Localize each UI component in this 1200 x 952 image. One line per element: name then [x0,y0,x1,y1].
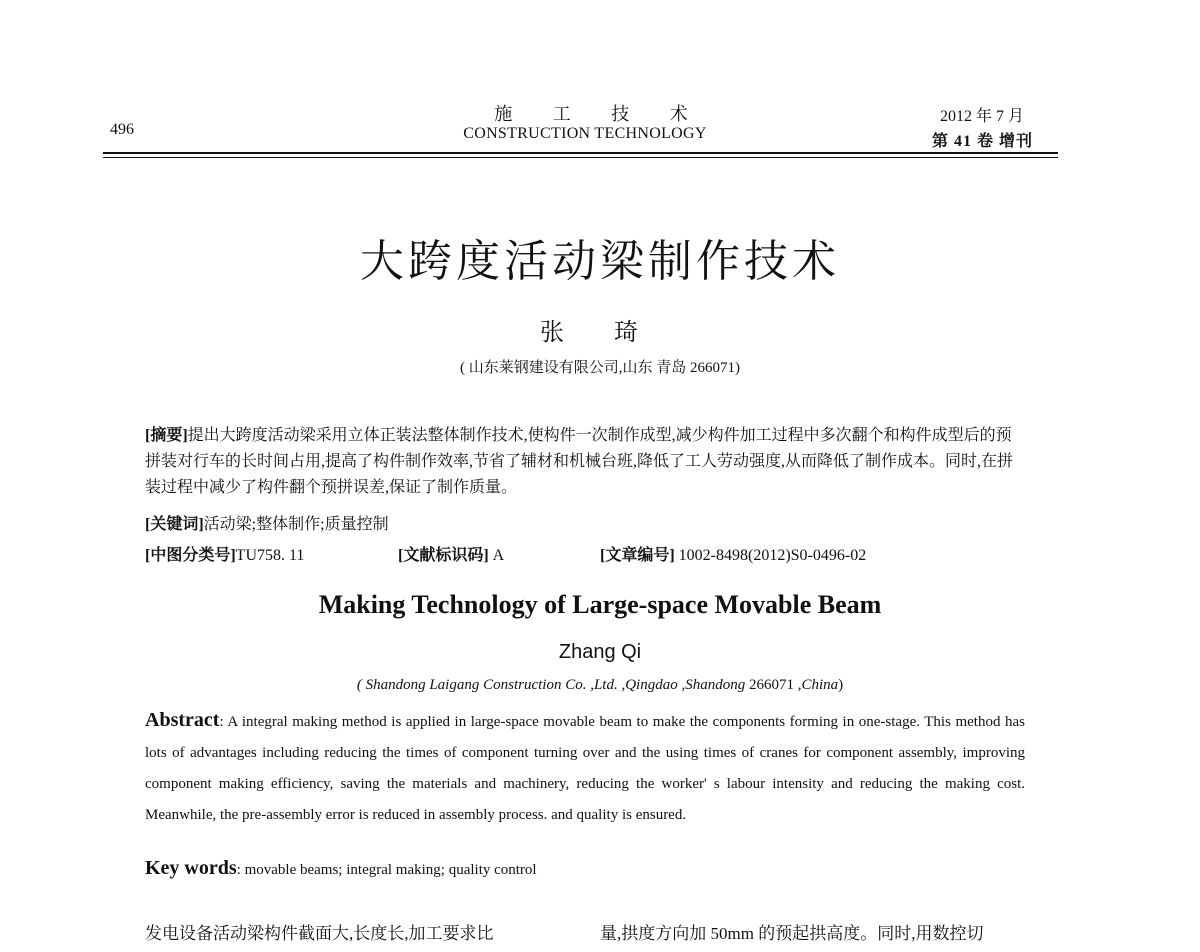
article-no-value: 1002-8498(2012)S0-0496-02 [678,547,867,564]
keywords-en-label: Key words [145,857,237,879]
abstract-cn-text: 提出大跨度活动梁采用立体正装法整体制作技术,使构件一次制作成型,减少构件加工过程中多次翻个和构件成型后的预拼装对行车的长时间占用,提高了构件制作效率,节省了辅材和机械台班,降低了工人劳动强度,从而降低了制作成本。同时,在拼装过程中减少了构件翻个预拼误差,保证了制作质量。 [145,427,1014,496]
doc-code-value: A [492,547,505,564]
abstract-en-label: Abstract [145,709,220,731]
abstract-en [145,705,1025,831]
clc-label: [中图分类号] [145,547,236,564]
header-rule-thick [103,152,1058,154]
affiliation-en [0,677,1200,694]
author-en: Zhang Qi [558,641,642,663]
abstract-cn [145,423,1025,501]
clc-number [145,542,304,565]
journal-title-cn: 施 工 技 术 [494,104,706,124]
affiliation-en-org: ( Shandong Laigang Construction Co. ,Ltd. ,Qingdao ,Shandong [356,677,746,693]
article-title-en: Making Technology of Large-space Movable Beam [318,590,882,619]
keywords-cn-label: [关键词] [145,516,204,533]
article-title-cn: 大跨度活动梁制作技术 [360,236,840,287]
article-no-label: [文章编号] [600,547,675,564]
affiliation-cn: ( 山东莱钢建设有限公司,山东 青岛 266071) [460,360,740,376]
article-number [600,542,866,565]
keywords-en-text: : movable beams; integral making; quality control [236,862,537,878]
affiliation-en-country: China [801,677,839,693]
affiliation-en-close: ) [838,677,844,693]
keywords-cn [145,512,1025,538]
doc-code-label: [文献标识码] [398,547,489,564]
affiliation-en-code: 266071 , [745,677,802,693]
body-text-left-column: 发电设备活动梁构件截面大,长度长,加工要求比 [145,924,494,943]
abstract-en-text: : A integral making method is applied in large-space movable beam to make the components forming in one-stage. This method has lots of advantages including reducing the times of component turning over and the using times of cranes for component assembly, improving component making efficiency, saving the materials and machinery, reducing the worker' s labour intensity and reducing the making cost. Meanwhile, the pre-assembly error is reduced in assembly process. and quality is ensured. [145,714,1025,823]
keywords-en [145,857,537,880]
abstract-cn-label: [摘要] [145,427,188,444]
page-number: 496 [110,121,134,138]
clc-value: TU758. 11 [235,547,305,564]
journal-title-en: CONSTRUCTION TECHNOLOGY [463,125,707,142]
author-cn: 张 琦 [540,320,660,346]
issue-volume: 第 41 卷 增刊 [932,133,1034,150]
document-code [398,542,504,565]
issue-date: 2012 年 7 月 [940,108,1025,125]
header-rule-thin [103,157,1058,158]
body-text-right-column: 量,拱度方向加 50mm 的预起拱高度。同时,用数控切 [600,924,984,943]
keywords-cn-text: 活动梁;整体制作;质量控制 [203,516,389,533]
